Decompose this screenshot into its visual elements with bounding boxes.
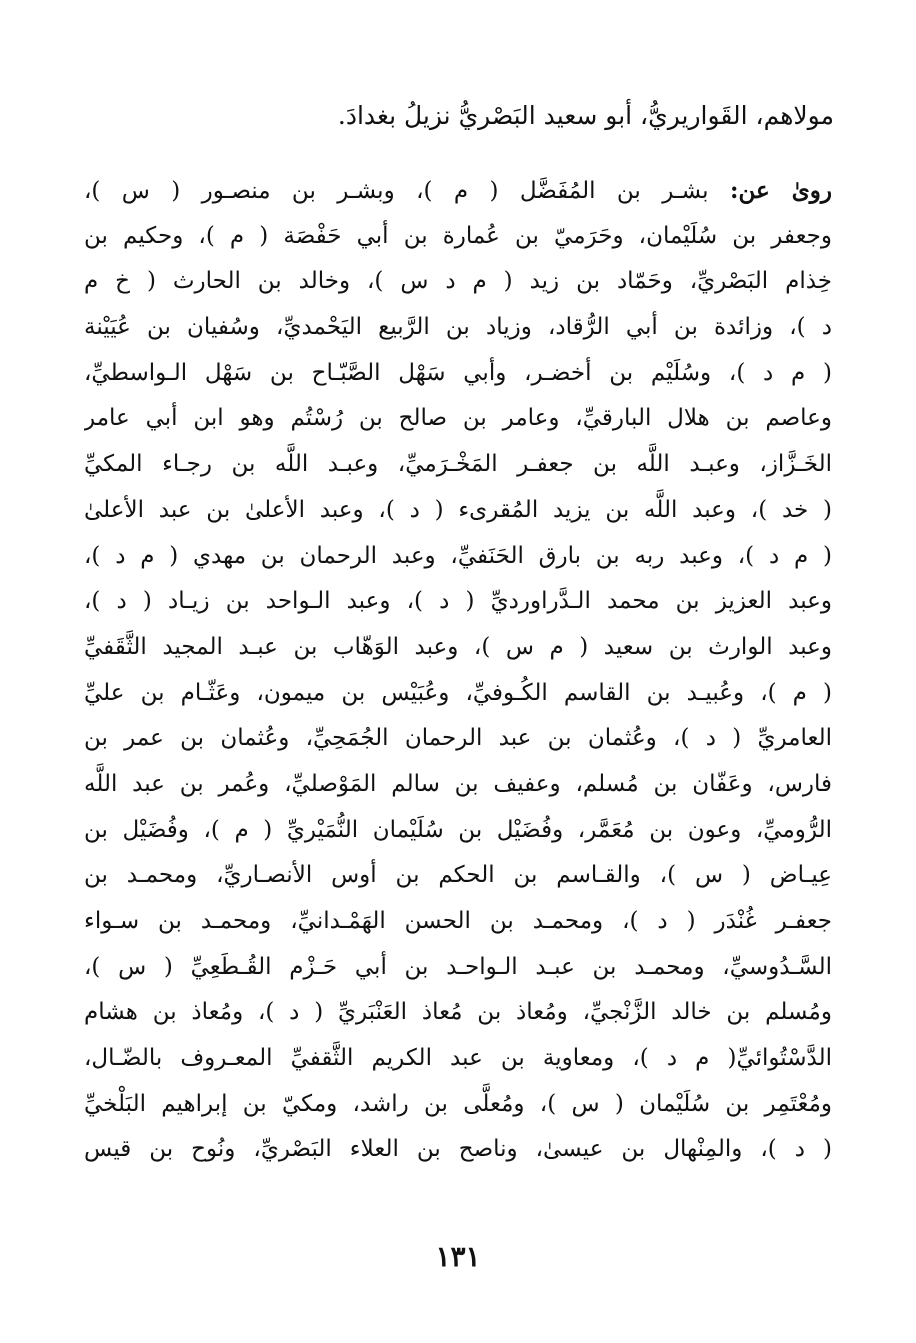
narrators-paragraph	[84, 168, 832, 1173]
section-label: روىٰ عن:	[729, 177, 832, 204]
text-line-18: السَّـدُوسيِّ، ومحمـد بن عبـد الـواحـد بن أبي حَـزْم القُـطَعِيِّ ( س )،	[84, 953, 832, 980]
text-line-16: عِيـاض ( س )، والقـاسم بن الحكم بن أوس الأنصـاريِّ، ومحمـد بن	[84, 862, 832, 889]
text-line-13: العامريِّ ( د )، وعُثمان بن عبد الرحمان الجُمَحِيِّ، وعُثمان بن عمر بن	[84, 725, 832, 752]
text-line-1	[84, 168, 832, 214]
text-line-22: ( د )، والمِنْهال بن عيسىٰ، وناصح بن العلاء البَصْريِّ، ونُوح بن قيس	[84, 1136, 832, 1163]
text-line-9: ( م د )، وعبد ربه بن بارق الحَنَفيِّ، وعبد الرحمان بن مهدي ( م د )،	[84, 542, 832, 569]
text-line-2: وجعفر بن سُلَيْمان، وحَرَميّ بن عُمارة بن أبي حَفْصَة ( م )، وحكيم بن	[84, 222, 832, 249]
text-line-3: خِذام البَصْريِّ، وحَمّاد بن زيد ( م د س )، وخالد بن الحارث ( خ م	[84, 268, 832, 295]
text-line-19: ومُسلم بن خالد الزَّنْجيِّ، ومُعاذ بن مُعاذ العَنْبَريِّ ( د )، ومُعاذ بن هشام	[84, 999, 832, 1026]
text-line-7: الخَـزَّاز، وعبـد اللَّه بن جعفـر المَخْـرَميِّ، وعبـد اللَّه بن رجـاء المكيِّ	[84, 451, 832, 478]
text-line-15: الرُّوميِّ، وعون بن مُعَمَّر، وفُضَيْل بن سُلَيْمان النُّمَيْريِّ ( م )، وفُضَيْل بن	[84, 816, 832, 843]
text-line-21: ومُعْتَمِر بن سُلَيْمان ( س )، ومُعلَّى بن راشد، ومكيّ بن إبراهيم البَلْخيِّ	[84, 1090, 832, 1117]
text-line-12: ( م )، وعُبيـد بن القاسم الكُـوفيِّ، وعُبَيْس بن ميمون، وعَثّـام بن عليِّ	[84, 679, 832, 706]
page-number: ١٣١	[435, 1240, 481, 1273]
text-line-17: جعفـر غُنْدَر ( د )، ومحمـد بن الحسن الهَمْـدانيِّ، ومحمـد بن سـواء	[84, 908, 832, 934]
text-line-5: ( م د )، وسُلَيْم بن أخضـر، وأبي سَهْل الصَّبّـاح بن سَهْل الـواسطيِّ،	[84, 359, 832, 386]
intro-line: مولاهم، القَواريريُّ، أبو سعيد البَصْريُّ نزيلُ بغدادَ.	[337, 101, 834, 130]
text-line-4: د )، وزائدة بن أبي الرُّقاد، وزياد بن الرَّبيع اليَحْمديِّ، وسُفيان بن عُيَيْنة	[84, 314, 832, 341]
text-line-6: وعاصم بن هلال البارقيِّ، وعامر بن صالح بن رُسْتُم وهو ابن أبي عامر	[84, 405, 832, 432]
text-line-10: وعبد العزيز بن محمد الـدَّراورديِّ ( د )، وعبد الـواحد بن زيـاد ( د )،	[84, 588, 832, 615]
text-line-11: وعبد الوارث بن سعيد ( م س )، وعبد الوَهّاب بن عبـد المجيد الثَّقَفيِّ	[84, 633, 832, 660]
text-line-8: ( خد )، وعبد اللَّه بن يزيد المُقرىء ( د )، وعبد الأعلىٰ بن عبد الأعلىٰ	[84, 496, 832, 523]
text-line-20: الدَّسْتُوائيِّ( م د )، ومعاوية بن عبد الكريم الثَّقفيِّ المعـروف بالضّـال،	[84, 1045, 832, 1072]
text-line-1-content: بشـر بن المُفَضَّل ( م )، وبشـر بن منصـور ( س )،	[84, 178, 709, 204]
text-line-14: فارس، وعَفّان بن مُسلم، وعفيف بن سالم المَوْصليِّ، وعُمر بن عبد اللَّه	[84, 770, 832, 797]
